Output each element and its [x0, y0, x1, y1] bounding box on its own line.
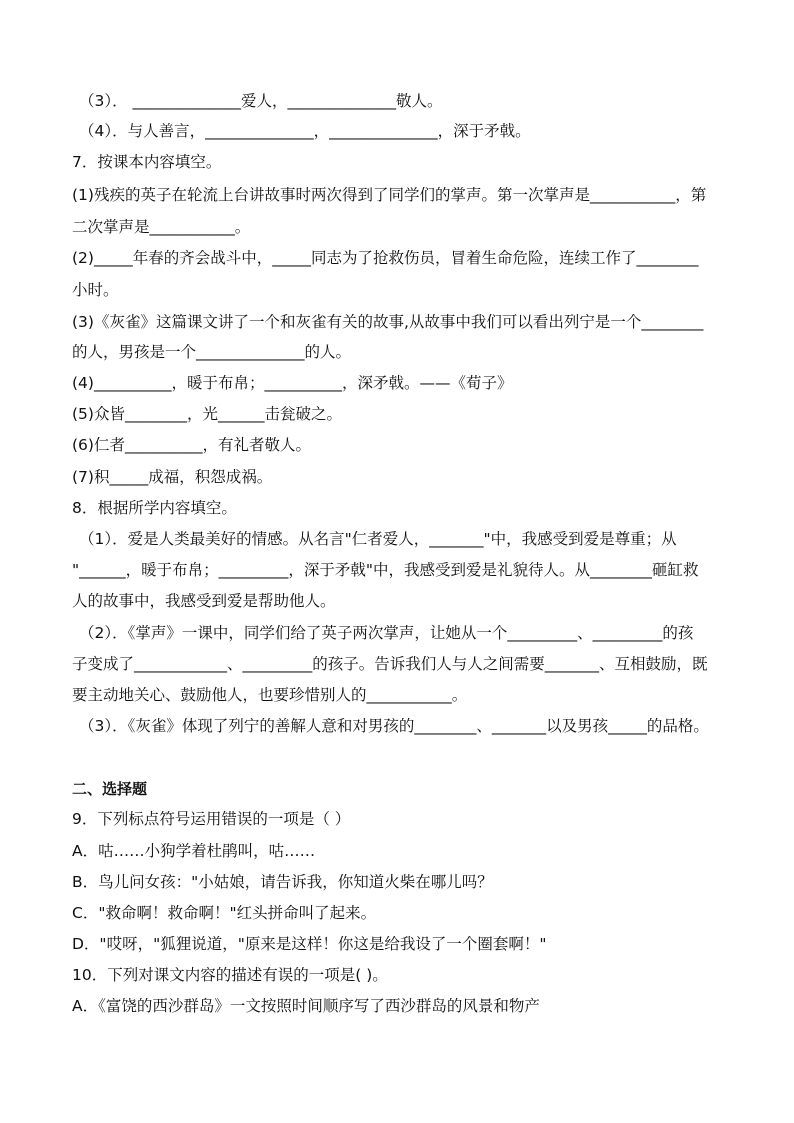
text-line: (4)__________，暖于布帛；__________，深矛戟。——《荀子》: [72, 374, 513, 392]
text-line: （3）．《灰雀》体现了列宁的善解人意和对男孩的________、_______以及男孩_____的品格。: [79, 717, 709, 735]
text-line: A．《富饶的西沙群岛》一文按照时间顺序写了西沙群岛的风景和物产: [72, 997, 540, 1015]
text-line: 的人，男孩是一个______________的人。: [72, 343, 352, 361]
text-line: (1)残疾的英子在轮流上台讲故事时两次得到了同学们的掌声。第一次掌声是___________，第: [72, 186, 707, 204]
text-line: 小时。: [72, 281, 119, 299]
text-line: A．咕……小狗学着杜鹃叫，咕……: [72, 842, 316, 860]
text-line: 要主动地关心、鼓励他人，也要珍惜别人的___________。: [72, 686, 468, 704]
text-line: （2）．《掌声》一课中，同学们给了英子两次掌声，让她从一个_________、_________的孩: [79, 624, 694, 642]
text-line: B．鸟儿问女孩："小姑娘，请告诉我，你知道火柴在哪儿吗？: [72, 873, 493, 891]
text-line: (5)众皆________，光______击瓮破之。: [72, 405, 342, 423]
section-title: 二、选择题: [72, 780, 148, 798]
text-line: （1）．爱是人类最美好的情感。从名言"仁者爱人，_______"中，我感受到爱是尊重；从: [79, 530, 677, 548]
text-line: 二次掌声是___________。: [72, 218, 251, 236]
text-line: (3)《灰雀》这篇课文讲了一个和灰雀有关的故事,从故事中我们可以看出列宁是一个________: [72, 313, 704, 331]
text-line: (7)积_____成福，积怨成祸。: [72, 468, 273, 486]
text-line: 7．按课本内容填空。: [72, 153, 222, 171]
text-line: 9．下列标点符号运用错误的一项是（ ）: [72, 810, 351, 828]
text-line: 10．下列对课文内容的描述有误的一项是( )。: [72, 966, 388, 984]
text-line: "______，暖于布帛；_________，深于矛戟"中，我感受到爱是礼貌待人。从________砸缸救: [72, 561, 699, 579]
text-line: (6)仁者__________，有礼者敬人。: [72, 436, 311, 454]
text-line: 子变成了____________、_________的孩子。告诉我们人与人之间需要_______、互相鼓励，既: [72, 655, 708, 673]
text-line: C．"救命啊！救命啊！"红头拼命叫了起来。: [72, 904, 377, 922]
text-line: 8．根据所学内容填空。: [72, 499, 237, 517]
text-line: (2)_____年春的齐会战斗中，_____同志为了抢救伤员，冒着生命危险，连续工作了________: [72, 249, 699, 267]
text-line: （3）． ______________爱人，______________敬人。: [79, 92, 443, 110]
text-line: （4）．与人善言，______________，______________，深于矛戟。: [79, 122, 531, 140]
text-line: 人的故事中，我感受到爱是帮助他人。: [72, 592, 336, 610]
text-line: D．"哎呀，"狐狸说道，"原来是这样！你这是给我设了一个圈套啊！": [72, 935, 547, 953]
